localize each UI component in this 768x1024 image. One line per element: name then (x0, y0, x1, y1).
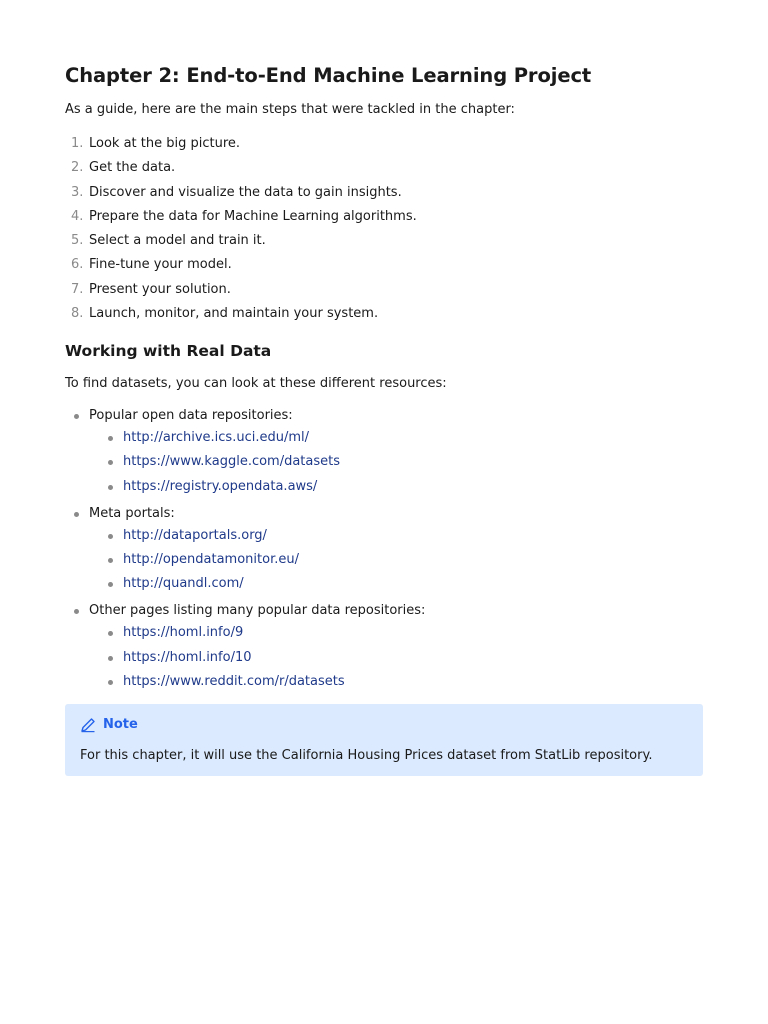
resource-link[interactable]: http://opendatamonitor.eu/ (123, 551, 299, 567)
resource-link-item (65, 452, 705, 472)
step-item (65, 158, 705, 178)
step-number: 5. (71, 233, 84, 249)
resource-group-label-row (65, 504, 705, 524)
note-title: Note (103, 717, 138, 732)
pencil-icon (80, 717, 96, 733)
resource-group-label-row (65, 406, 705, 426)
resource-link-item (65, 623, 705, 643)
bullet-icon (108, 582, 113, 587)
step-text: Prepare the data for Machine Learning algorithms. (89, 208, 417, 224)
chapter-title: Chapter 2: End-to-End Machine Learning Project (65, 64, 592, 87)
step-item (65, 255, 705, 275)
resource-link-item (65, 428, 705, 448)
resource-link-item (65, 477, 705, 497)
resource-group-label: Meta portals: (89, 505, 175, 521)
step-number: 7. (71, 281, 84, 297)
step-text: Discover and visualize the data to gain insights. (89, 184, 402, 200)
resource-link-item (65, 574, 705, 594)
section-intro: To find datasets, you can look at these different resources: (65, 376, 447, 392)
resource-group (65, 601, 705, 692)
step-number: 8. (71, 306, 84, 322)
chapter-intro: As a guide, here are the main steps that were tackled in the chapter: (65, 102, 515, 117)
bullet-icon (108, 460, 113, 465)
step-text: Launch, monitor, and maintain your system. (89, 306, 379, 322)
step-number: 1. (71, 136, 84, 151)
step-item (65, 231, 705, 251)
resource-group (65, 504, 705, 595)
step-text: Select a model and train it. (89, 233, 266, 249)
resource-group-label: Popular open data repositories: (89, 408, 293, 424)
bullet-icon (108, 680, 113, 685)
steps-list (65, 134, 705, 324)
bullet-icon (108, 436, 113, 441)
note-header (80, 715, 138, 735)
resource-groups (65, 406, 705, 692)
step-number: 2. (71, 160, 84, 176)
note-callout (65, 704, 703, 776)
step-text: Fine-tune your model. (89, 257, 232, 273)
document-content (65, 60, 705, 699)
section-heading: Working with Real Data (65, 342, 272, 361)
resource-link[interactable]: http://quandl.com/ (123, 576, 244, 592)
bullet-icon (108, 534, 113, 539)
bullet-icon (108, 558, 113, 563)
step-text: Present your solution. (89, 281, 231, 297)
bullet-icon (74, 609, 79, 614)
step-text: Look at the big picture. (89, 136, 241, 151)
bullet-icon (74, 414, 79, 419)
step-text: Get the data. (89, 160, 176, 176)
resource-link-item (65, 672, 705, 692)
step-number: 6. (71, 257, 84, 273)
step-item (65, 207, 705, 227)
resource-links (65, 623, 705, 692)
resource-link[interactable]: http://archive.ics.uci.edu/ml/ (123, 430, 309, 446)
resource-group (65, 406, 705, 497)
resource-group-label-row (65, 601, 705, 621)
resource-link[interactable]: http://dataportals.org/ (123, 527, 267, 543)
step-item (65, 280, 705, 300)
bullet-icon (108, 485, 113, 490)
resource-links (65, 526, 705, 595)
resource-link-item (65, 550, 705, 570)
step-item (65, 134, 705, 154)
step-item (65, 304, 705, 324)
resource-link-item (65, 526, 705, 546)
resource-link[interactable]: https://homl.info/9 (123, 625, 244, 641)
resource-link[interactable]: https://homl.info/10 (123, 649, 252, 665)
resource-link-item (65, 648, 705, 668)
bullet-icon (74, 512, 79, 517)
bullet-icon (108, 631, 113, 636)
step-number: 4. (71, 208, 84, 224)
resource-group-label: Other pages listing many popular data repositories: (89, 603, 426, 619)
step-number: 3. (71, 184, 84, 200)
resource-link[interactable]: https://www.reddit.com/r/datasets (123, 673, 345, 689)
note-text: For this chapter, it will use the California Housing Prices dataset from StatLib repository. (80, 748, 653, 763)
step-item (65, 183, 705, 203)
resource-links (65, 428, 705, 497)
resource-link[interactable]: https://www.kaggle.com/datasets (123, 454, 341, 470)
resource-link[interactable]: https://registry.opendata.aws/ (123, 478, 318, 494)
bullet-icon (108, 656, 113, 661)
